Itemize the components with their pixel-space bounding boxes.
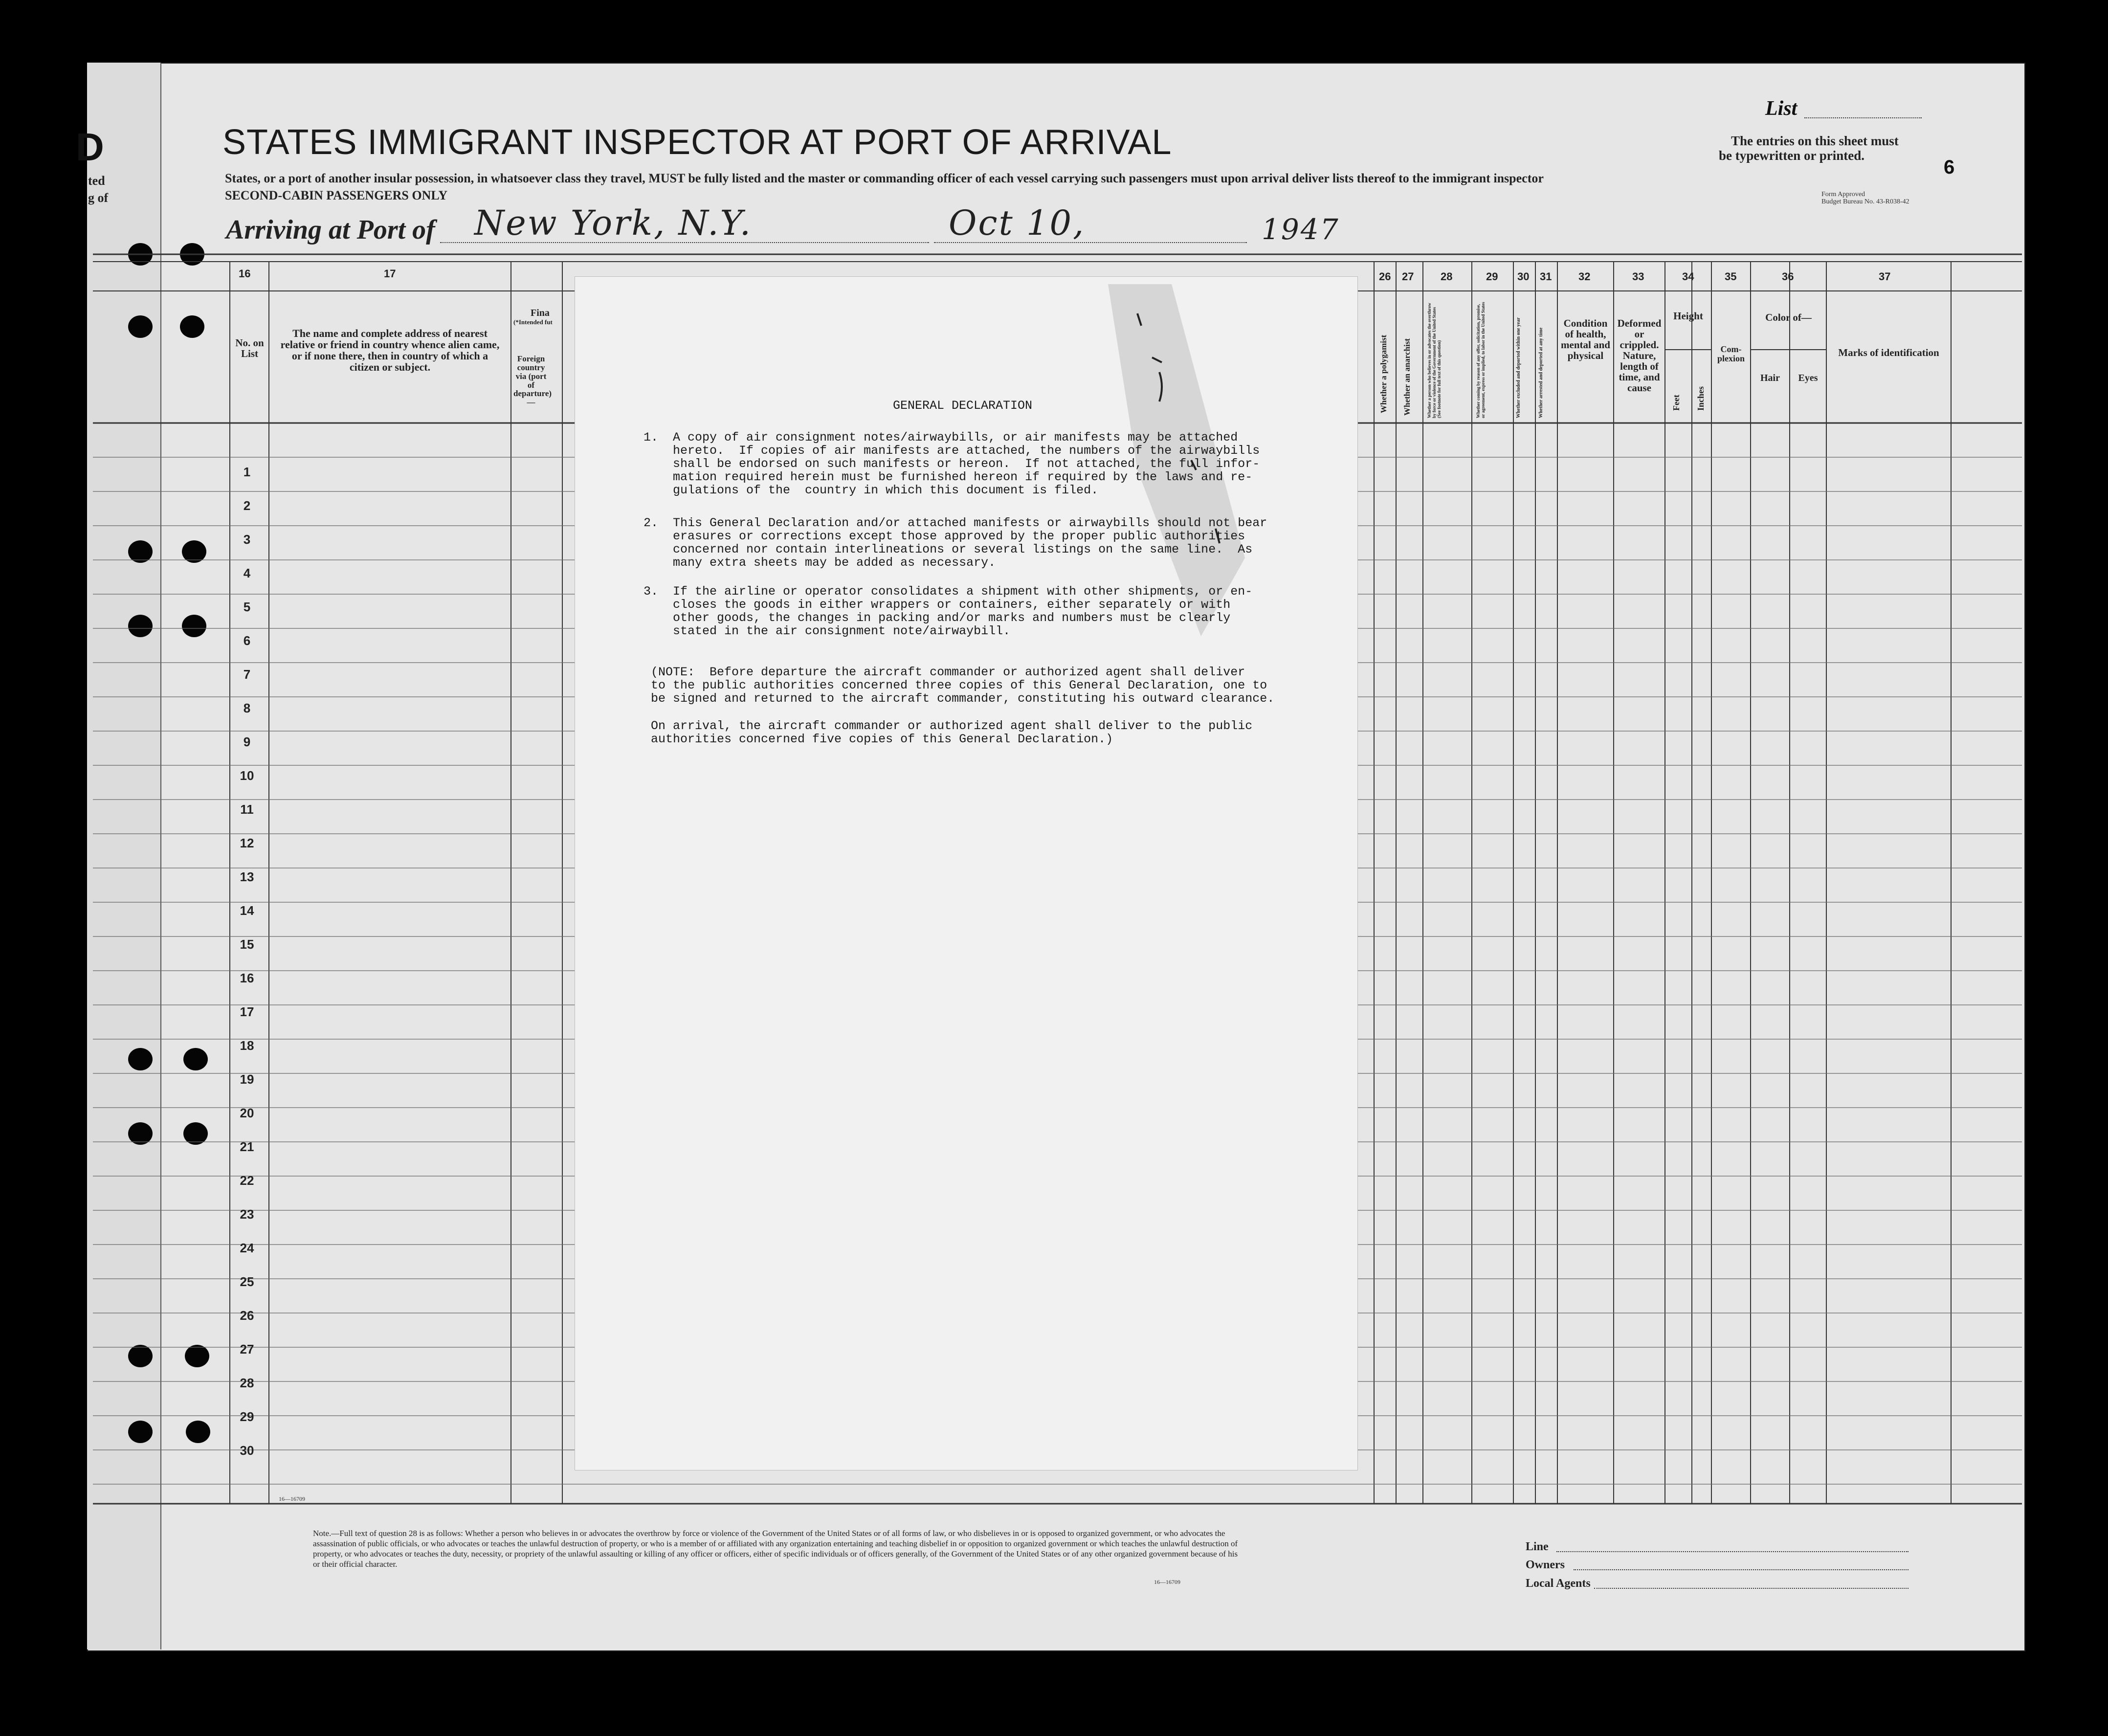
row-number: 25 xyxy=(240,1274,254,1289)
row-number: 23 xyxy=(240,1207,254,1222)
footnote-question-28: Note.—Full text of question 28 is as follows: Whether a person who believes in or advocates the overthrow by force or violence of the Government of the United States or of all forms of law, or who disbelieves in or is opposed to organized government, or who advocates the assassination of public officials, or who advocates or teaches the unlawful destruction of property, or who is a member of or affiliated with any organization entertaining and teaching disbelief in or opposition to organized government or which teaches the unlawful destruction of property, or who advocates or teaches the duty, necessity, or propriety of the unlawful assaulting or killing of any officer or officers, either of specific individuals or of officers generally, of the Government of the United States or of any other organized government because of his or their official character. xyxy=(313,1529,1238,1569)
declaration-note: (NOTE: Before departure the aircraft commander or authorized agent shall deliver to the public authorities concerned three copies of this General Declaration, one to be signed and returned to the aircraft commander, constituting his outward clearance. xyxy=(651,665,1275,706)
row-number: 17 xyxy=(240,1004,254,1019)
page-title: STATES IMMIGRANT INSPECTOR AT PORT OF ARRIVAL xyxy=(222,123,1172,162)
row-number: 7 xyxy=(243,667,251,682)
row-number: 10 xyxy=(240,768,254,783)
row-number: 19 xyxy=(240,1072,254,1087)
line-field xyxy=(1556,1551,1908,1552)
declaration-title: GENERAL DECLARATION xyxy=(893,399,1033,413)
col-26-number: 26 xyxy=(1379,270,1391,283)
budget-bureau: Budget Bureau No. 43-R038-42 xyxy=(1821,198,1909,205)
col-30-number: 30 xyxy=(1517,270,1530,283)
col-31-number: 31 xyxy=(1540,270,1552,283)
left-fragment-2: ted xyxy=(88,174,105,188)
row-number: 8 xyxy=(243,701,251,715)
col-hair: Hair xyxy=(1760,373,1780,383)
row-number: 15 xyxy=(240,937,254,952)
col-16-number: 16 xyxy=(239,267,251,280)
col-q31: Whether arrested and deported at any time xyxy=(1538,327,1544,418)
col-polygamist: Whether a polygamist xyxy=(1379,334,1388,413)
row-number: 9 xyxy=(243,734,251,749)
col-health: Condition of health, mental and physical xyxy=(1561,317,1610,362)
row-number: 22 xyxy=(240,1173,254,1188)
col-marks-identification: Marks of identification xyxy=(1838,347,1939,358)
col-height: Height xyxy=(1673,310,1703,322)
arriving-year: 1947 xyxy=(1262,213,1340,246)
col-nearest-relative: The name and complete address of nearest relative or friend in country whence alien came, or if none there, then in country of which a citizen or subject. xyxy=(280,327,500,374)
print-code-right: 16—16709 xyxy=(1154,1579,1180,1585)
general-declaration-sheet xyxy=(575,276,1358,1470)
page-subtitle: States, or a port of another insular possession, in whatsoever class they travel, MUST be fully listed and the master or commanding officer of each vessel carrying such passengers must upon arrival deliver lists thereof to the immigrant inspector xyxy=(225,171,1544,185)
col-33-number: 33 xyxy=(1632,270,1644,283)
col-29-number: 29 xyxy=(1486,270,1498,283)
declaration-item-3: 3. If the airline or operator consolidates a shipment with other shipments, or en- closes the goods in either wrappers or containers, either separately or with other goods, the changes in packing and/or marks and numbers must be clearly stated in the air consignment note/airwaybill. xyxy=(643,584,1253,638)
col-feet: Feet xyxy=(1671,395,1681,411)
col-intended-fragment: (*Intended fut xyxy=(513,318,553,326)
row-number: 6 xyxy=(243,633,251,648)
col-q29: Whether coming by reason of any offer, solicitation, promise, or agreement, express or implied, to labor in the United States xyxy=(1476,302,1486,418)
col-35-number: 35 xyxy=(1725,270,1737,283)
arriving-label: Arriving at Port of xyxy=(226,215,435,245)
row-number: 20 xyxy=(240,1106,254,1120)
local-agents-field xyxy=(1594,1588,1908,1589)
col-inches: Inches xyxy=(1696,386,1706,411)
row-number: 21 xyxy=(240,1139,254,1154)
typewritten-note-1: The entries on this sheet must xyxy=(1731,134,1899,148)
col-no-on-list: No. on List xyxy=(235,337,264,360)
col-28-number: 28 xyxy=(1441,270,1453,283)
row-number: 13 xyxy=(240,869,254,884)
row-number: 4 xyxy=(243,566,251,580)
owners-field xyxy=(1574,1569,1908,1570)
row-number: 12 xyxy=(240,836,254,850)
col-deformed: Deformed or crippled. Nature, length of time, and cause xyxy=(1617,317,1662,394)
col-eyes: Eyes xyxy=(1798,373,1818,383)
owners-label: Owners xyxy=(1526,1558,1565,1571)
row-number: 14 xyxy=(240,903,254,918)
row-number: 26 xyxy=(240,1308,254,1323)
row-number: 3 xyxy=(243,532,251,547)
arriving-date: Oct 10, xyxy=(949,203,1086,243)
local-agents-label: Local Agents xyxy=(1526,1577,1591,1590)
passenger-class: SECOND-CABIN PASSENGERS ONLY xyxy=(225,188,448,202)
row-number: 5 xyxy=(243,600,251,614)
col-final-fragment: Fina xyxy=(531,308,550,318)
col-foreign-country: Foreign country via (port of departure)— xyxy=(513,354,552,407)
col-37-number: 37 xyxy=(1879,270,1891,283)
declaration-arrival: On arrival, the aircraft commander or authorized agent shall deliver to the public authorities concerned five copies of this General Declaration.) xyxy=(651,719,1253,746)
line-label: Line xyxy=(1526,1540,1549,1553)
declaration-item-2: 2. This General Declaration and/or attached manifests or airwaybills should not bear erasures or corrections except those approved by the proper public authorities concerned nor contain interlineations or several listings on the same line. As many extra sheets may be added as necessary. xyxy=(643,516,1267,570)
row-number: 30 xyxy=(240,1443,254,1458)
row-number: 16 xyxy=(240,971,254,985)
arriving-port: New York, N.Y. xyxy=(474,203,752,243)
sheet-number: 6 xyxy=(1944,156,1955,178)
left-fragment-d: D xyxy=(76,125,104,169)
row-number: 18 xyxy=(240,1038,254,1053)
col-34-number: 34 xyxy=(1682,270,1694,283)
col-36-number: 36 xyxy=(1782,270,1794,283)
left-fragment-3: g of xyxy=(88,191,109,205)
row-number: 29 xyxy=(240,1409,254,1424)
row-number: 1 xyxy=(243,465,251,479)
col-q28: Whether a person who believes in or advocates the overthrow by force or violence of the Government of the United States (See footnote for full text of this question) xyxy=(1427,303,1442,418)
col-anarchist: Whether an anarchist xyxy=(1402,338,1412,416)
col-complexion: Com-plexion xyxy=(1717,344,1745,363)
typewritten-note-2: be typewritten or printed. xyxy=(1719,148,1864,163)
declaration-item-1: 1. A copy of air consignment notes/airwaybills, or air manifests may be attached hereto. If copies of air manifests are attached, the numbers of the airwaybills shall be endorsed on such manifests or hereon. If not attached, the full infor- mation required herein must be furnished hereon if required by the laws and re- gulations of the country in which this document is filed. xyxy=(643,430,1260,497)
col-32-number: 32 xyxy=(1578,270,1591,283)
col-17-number: 17 xyxy=(384,267,396,280)
form-approved: Form Approved xyxy=(1821,191,1865,198)
col-q30: Whether excluded and deported within one year xyxy=(1516,317,1521,418)
row-number: 28 xyxy=(240,1376,254,1390)
row-number: 2 xyxy=(243,498,251,513)
print-code-left: 16—16709 xyxy=(279,1495,305,1502)
row-number: 24 xyxy=(240,1241,254,1255)
col-color-of: Color of— xyxy=(1765,312,1812,323)
col-27-number: 27 xyxy=(1402,270,1414,283)
list-label: List xyxy=(1765,97,1797,120)
row-number: 27 xyxy=(240,1342,254,1357)
row-number: 11 xyxy=(240,802,254,817)
